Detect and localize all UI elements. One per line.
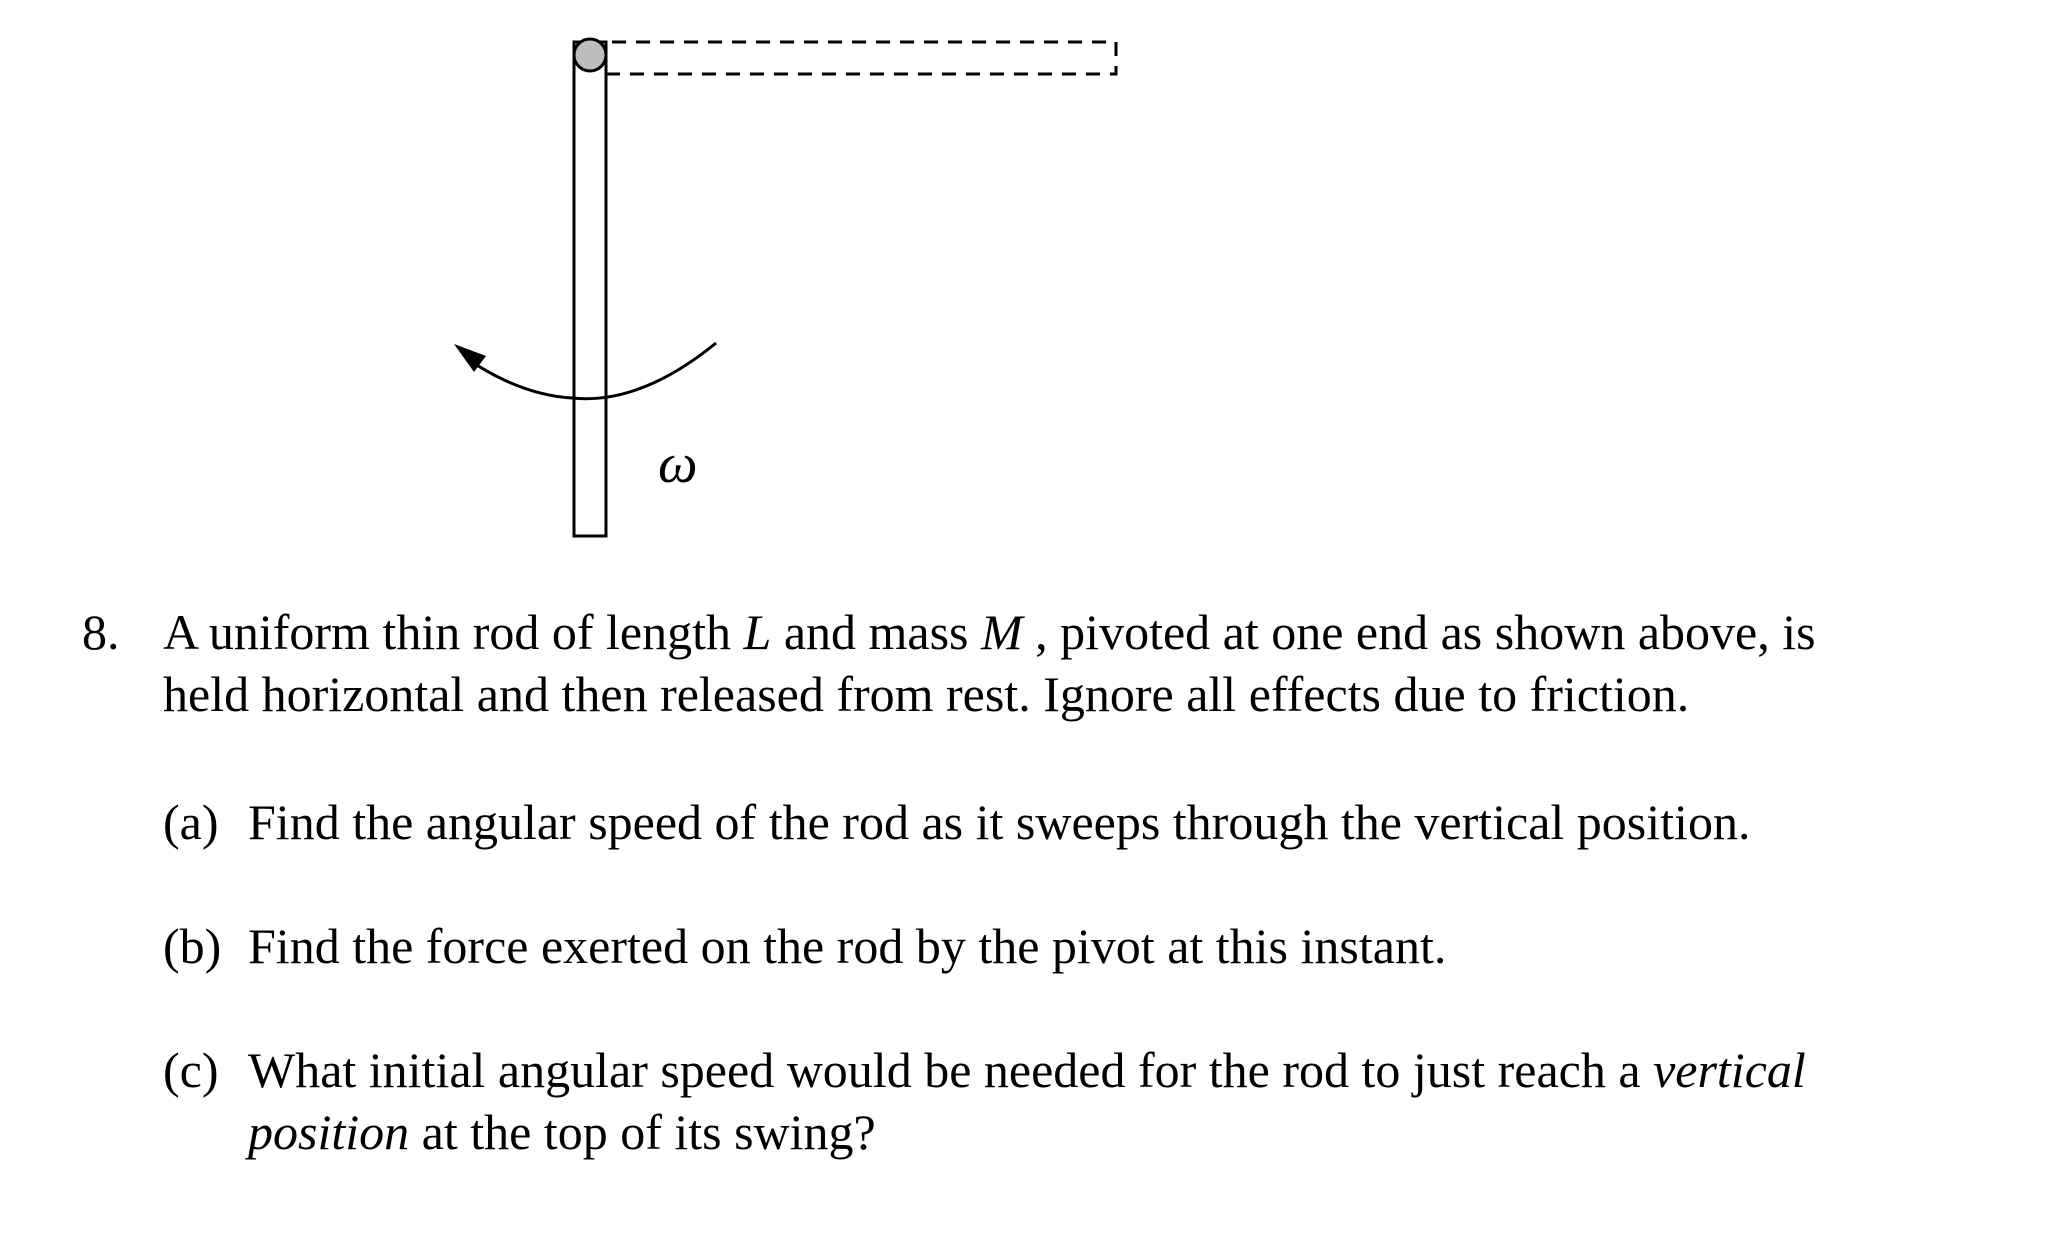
part-c-emphasis: position <box>248 1104 410 1160</box>
stem-text: , pivoted at one end as shown above, is <box>1022 604 1816 660</box>
problem-stem-line-2: held horizontal and then released from rest. Ignore all effects due to friction. <box>163 666 1690 722</box>
part-c-text-line-1 <box>248 1040 1806 1100</box>
part-c-emphasis: vertical <box>1653 1042 1806 1098</box>
variable-mass: M <box>981 604 1023 660</box>
part-a-text: Find the angular speed of the rod as it sweeps through the vertical position. <box>248 794 1751 850</box>
variable-length: L <box>743 604 772 660</box>
stem-text: and mass <box>771 604 982 660</box>
stem-text: A uniform thin rod of length <box>163 604 744 660</box>
part-b-text: Find the force exerted on the rod by the pivot at this instant. <box>248 918 1447 974</box>
part-a-label: (a) <box>163 794 219 850</box>
problem-stem-line-1 <box>163 602 1816 662</box>
part-c-text: What initial angular speed would be needed for the rod to just reach a <box>248 1042 1654 1098</box>
horizontal-rod-dashed-outline <box>588 42 1116 74</box>
vertical-rod <box>574 42 606 536</box>
omega-label: ω <box>658 433 698 495</box>
problem-number: 8. <box>82 604 120 660</box>
pivot-icon <box>574 39 606 71</box>
part-c-label: (c) <box>163 1042 219 1098</box>
rod-diagram <box>0 0 2046 560</box>
part-b-label: (b) <box>163 918 222 974</box>
part-c-text-line-2 <box>248 1102 876 1162</box>
part-c-text: at the top of its swing? <box>409 1104 876 1160</box>
